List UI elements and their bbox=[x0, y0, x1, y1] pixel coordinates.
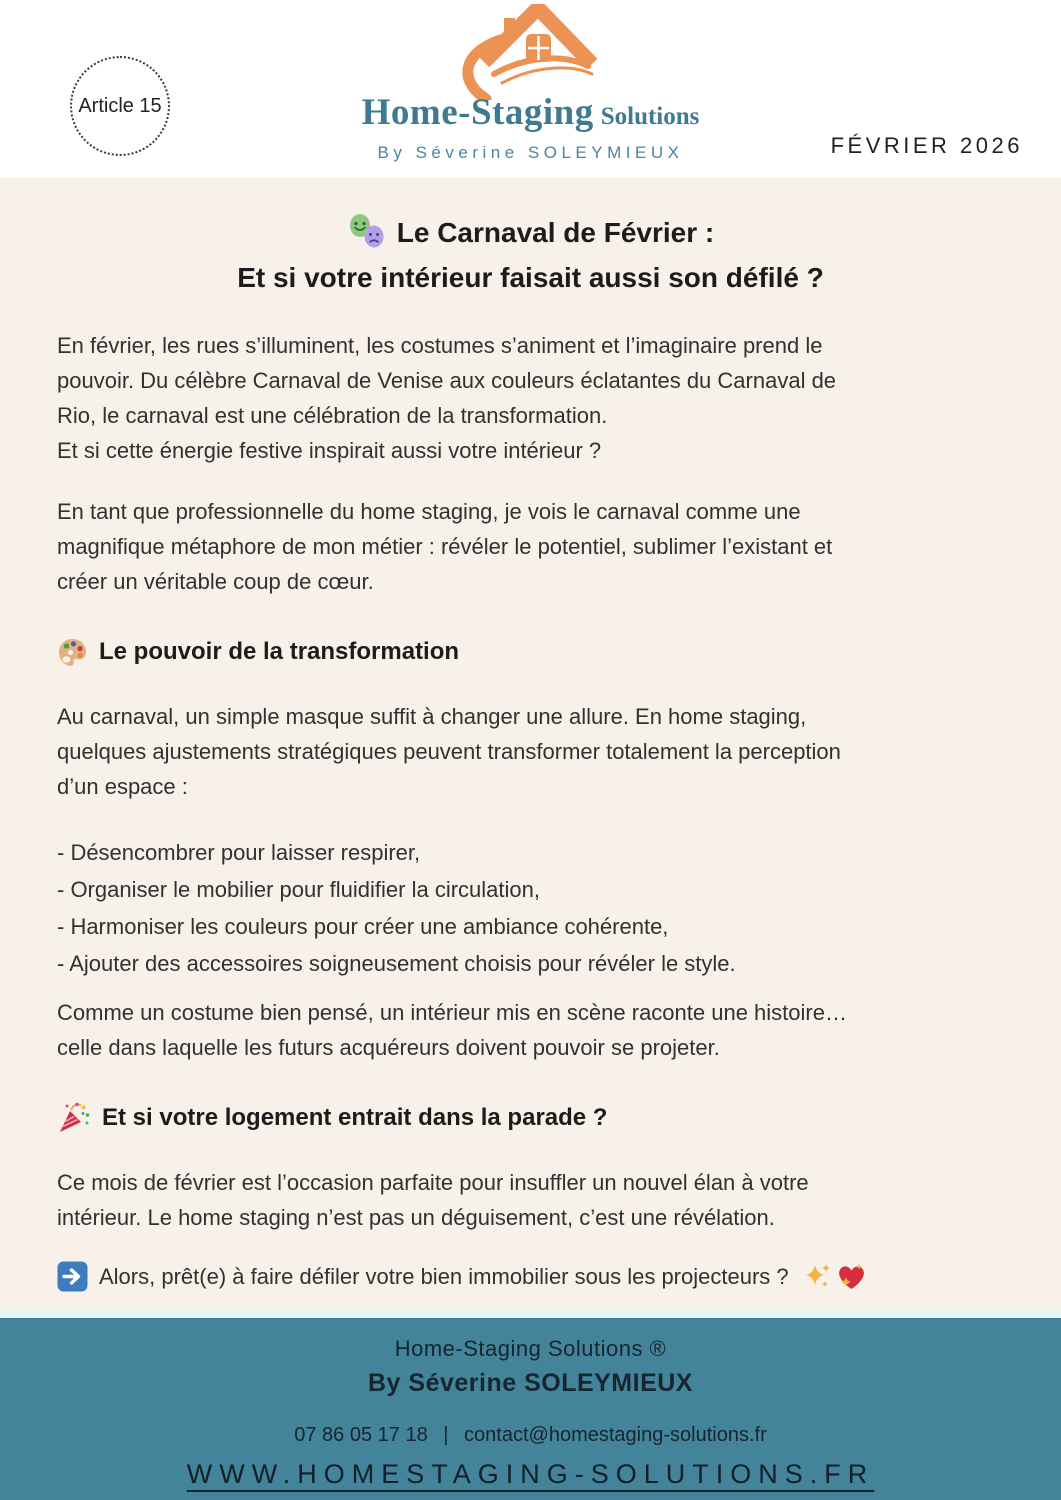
palette-icon bbox=[57, 637, 88, 668]
text-line: - Ajouter des accessoires soigneusement choisis pour révéler le style. bbox=[57, 951, 736, 976]
contact-separator: | bbox=[443, 1424, 449, 1446]
text-line: quelques ajustements stratégiques peuvent transformer totalement la perception bbox=[57, 739, 841, 764]
call-to-action-text: Alors, prêt(e) à faire défiler votre bien immobilier sous les projecteurs ? bbox=[99, 1263, 789, 1289]
text-line: En tant que professionnelle du home staging, je vois le carnaval comme une bbox=[57, 499, 801, 524]
text-line: magnifique métaphore de mon métier : révéler le potentiel, sublimer l’existant et bbox=[57, 534, 833, 559]
email-link[interactable]: contact@homestaging-solutions.fr bbox=[464, 1424, 767, 1446]
arrow-right-icon bbox=[57, 1261, 88, 1292]
brand-logo bbox=[331, 4, 731, 163]
brand-tagline: By Séverine SOLEYMIEUX bbox=[377, 143, 684, 162]
issue-date: FÉVRIER 2026 bbox=[830, 133, 1023, 158]
article-number-label: Article 15 bbox=[78, 94, 162, 117]
text-line: Et si cette énergie festive inspirait aussi votre intérieur ? bbox=[57, 438, 602, 463]
text-line: - Désencombrer pour laisser respirer, bbox=[57, 840, 421, 865]
cta-emojis bbox=[802, 1261, 868, 1292]
footer-contact-line bbox=[0, 1424, 1061, 1447]
text-line: Rio, le carnaval est une célébration de la transformation. bbox=[57, 403, 608, 428]
theater-masks-icon bbox=[347, 213, 387, 249]
text-line: Au carnaval, un simple masque suffit à changer une allure. En home staging, bbox=[57, 704, 807, 729]
house-logo-icon bbox=[446, 4, 616, 100]
text-line: celle dans laquelle les futurs acquéreurs doivent pouvoir se projeter. bbox=[57, 1035, 720, 1060]
sparkling-heart-icon bbox=[834, 1261, 868, 1292]
text-line: - Harmoniser les couleurs pour créer une ambiance cohérente, bbox=[57, 914, 669, 939]
section-transformation-title: Le pouvoir de la transformation bbox=[99, 638, 460, 665]
section-parade-title: Et si votre logement entrait dans la parade ? bbox=[102, 1104, 608, 1131]
footer-company-name: Home-Staging Solutions ® bbox=[394, 1336, 667, 1361]
sparkles-icon bbox=[802, 1261, 833, 1292]
article-title-line2: Et si votre intérieur faisait aussi son défilé ? bbox=[237, 262, 824, 293]
article-title-line1: Le Carnaval de Février : bbox=[57, 210, 1004, 255]
text-line: pouvoir. Du célèbre Carnaval de Venise aux couleurs éclatantes du Carnaval de bbox=[57, 368, 837, 393]
intro-paragraph bbox=[57, 328, 1004, 468]
text-line: d’un espace : bbox=[57, 774, 188, 799]
masthead bbox=[0, 0, 1061, 178]
section-transformation-heading bbox=[57, 635, 1004, 669]
text-line: intérieur. Le home staging n’est pas un déguisement, c’est une révélation. bbox=[57, 1205, 775, 1230]
text-line: - Organiser le mobilier pour fluidifier la circulation, bbox=[57, 877, 540, 902]
brand-name-sub: Solutions bbox=[600, 103, 700, 130]
text-line: Ce mois de février est l’occasion parfaite pour insuffler un nouvel élan à votre bbox=[57, 1170, 809, 1195]
staging-paragraph bbox=[57, 699, 1004, 804]
phone-number: 07 86 05 17 18 bbox=[294, 1424, 428, 1446]
footer-byline: By Séverine SOLEYMIEUX bbox=[367, 1369, 693, 1397]
article-number-badge bbox=[70, 56, 170, 156]
staging-tips-list bbox=[57, 834, 1004, 982]
party-popper-icon bbox=[57, 1101, 91, 1135]
brand-name bbox=[331, 94, 731, 131]
brand-name-main: Home-Staging bbox=[361, 92, 594, 133]
metaphor-paragraph bbox=[57, 494, 1004, 599]
text-line: Comme un costume bien pensé, un intérieur mis en scène raconte une histoire… bbox=[57, 1000, 847, 1025]
text-line: créer un véritable coup de cœur. bbox=[57, 569, 374, 594]
section-parade-heading bbox=[57, 1101, 1004, 1135]
footer bbox=[0, 1310, 1061, 1500]
february-paragraph bbox=[57, 1165, 1004, 1235]
text-line: En février, les rues s’illuminent, les costumes s’animent et l’imaginaire prend le bbox=[57, 333, 823, 358]
costume-paragraph bbox=[57, 995, 1004, 1065]
call-to-action bbox=[57, 1261, 1004, 1292]
article-title bbox=[57, 210, 1004, 300]
website-link[interactable]: WWW.HOMESTAGING-SOLUTIONS.FR bbox=[186, 1459, 875, 1489]
article-body bbox=[0, 178, 1061, 1292]
